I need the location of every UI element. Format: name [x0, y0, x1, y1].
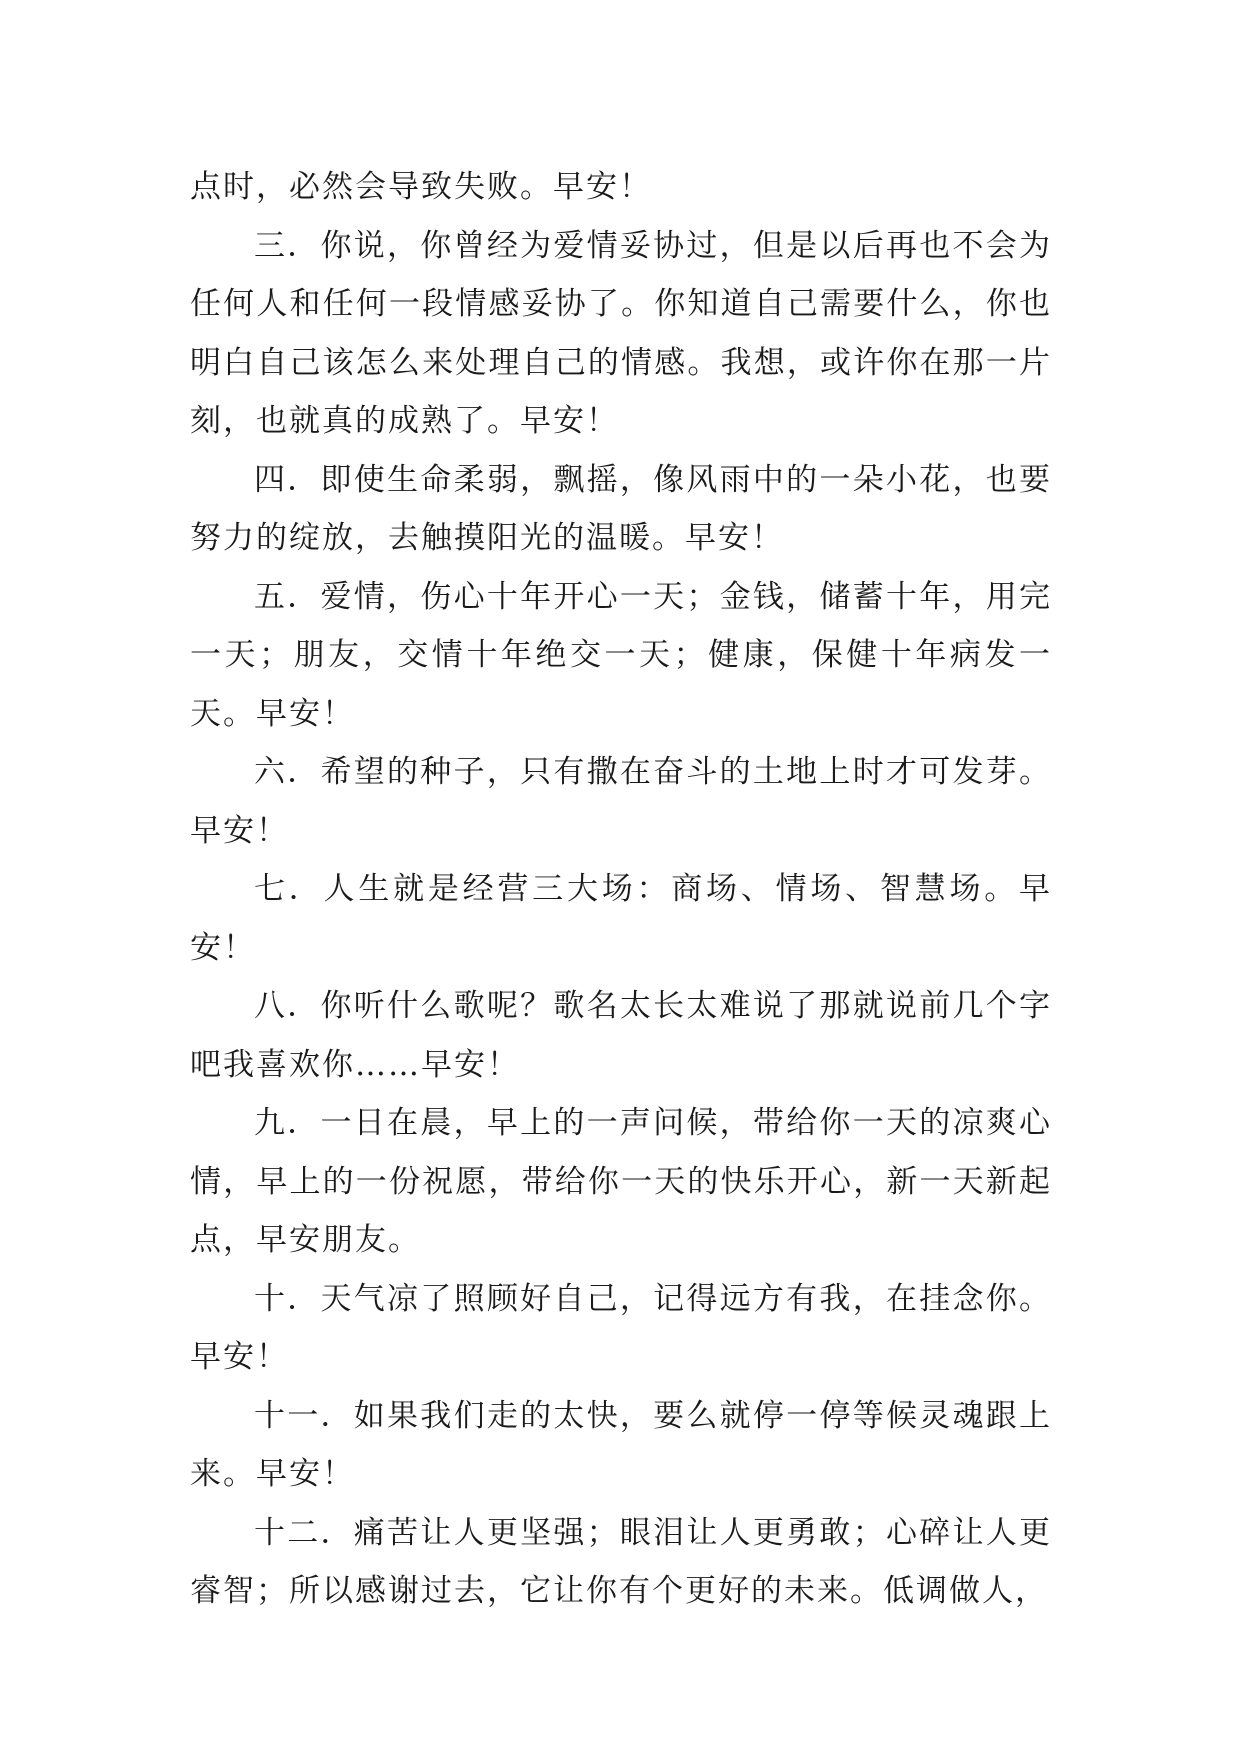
- paragraph: 五．爱情，伤心十年开心一天；金钱，储蓄十年，用完一天；朋友，交情十年绝交一天；健康，保健十年病发一天。早安！: [190, 578, 1052, 732]
- paragraph: 十．天气凉了照顾好自己，记得远方有我，在挂念你。早安！: [190, 1280, 1052, 1375]
- document-body: [190, 158, 1052, 1621]
- paragraph: 十一．如果我们走的太快，要么就停一停等候灵魂跟上来。早安！: [190, 1397, 1052, 1492]
- paragraph: 八．你听什么歌呢？歌名太长太难说了那就说前几个字吧我喜欢你……早安！: [190, 988, 1052, 1083]
- paragraph: 六．希望的种子，只有撒在奋斗的土地上时才可发芽。早安！: [190, 754, 1052, 849]
- paragraph: 九．一日在晨，早上的一声问候，带给你一天的凉爽心情，早上的一份祝愿，带给你一天的快乐开心，新一天新起点，早安朋友。: [190, 1105, 1052, 1258]
- paragraph: 点时，必然会导致失败。早安！: [190, 169, 652, 205]
- paragraph: 十二．痛苦让人更坚强；眼泪让人更勇敢；心碎让人更睿智；所以感谢过去，它让你有个更好的未来。低调做人，: [190, 1514, 1052, 1609]
- paragraph: 七．人生就是经营三大场：商场、情场、智慧场。早安！: [190, 871, 1052, 966]
- paragraph: 三．你说，你曾经为爱情妥协过，但是以后再也不会为任何人和任何一段情感妥协了。你知道自己需要什么，你也明白自己该怎么来处理自己的情感。我想，或许你在那一片刻，也就真的成熟了。早安！: [190, 227, 1052, 439]
- paragraph: 四．即使生命柔弱，飘摇，像风雨中的一朵小花，也要努力的绽放，去触摸阳光的温暖。早安！: [190, 461, 1052, 556]
